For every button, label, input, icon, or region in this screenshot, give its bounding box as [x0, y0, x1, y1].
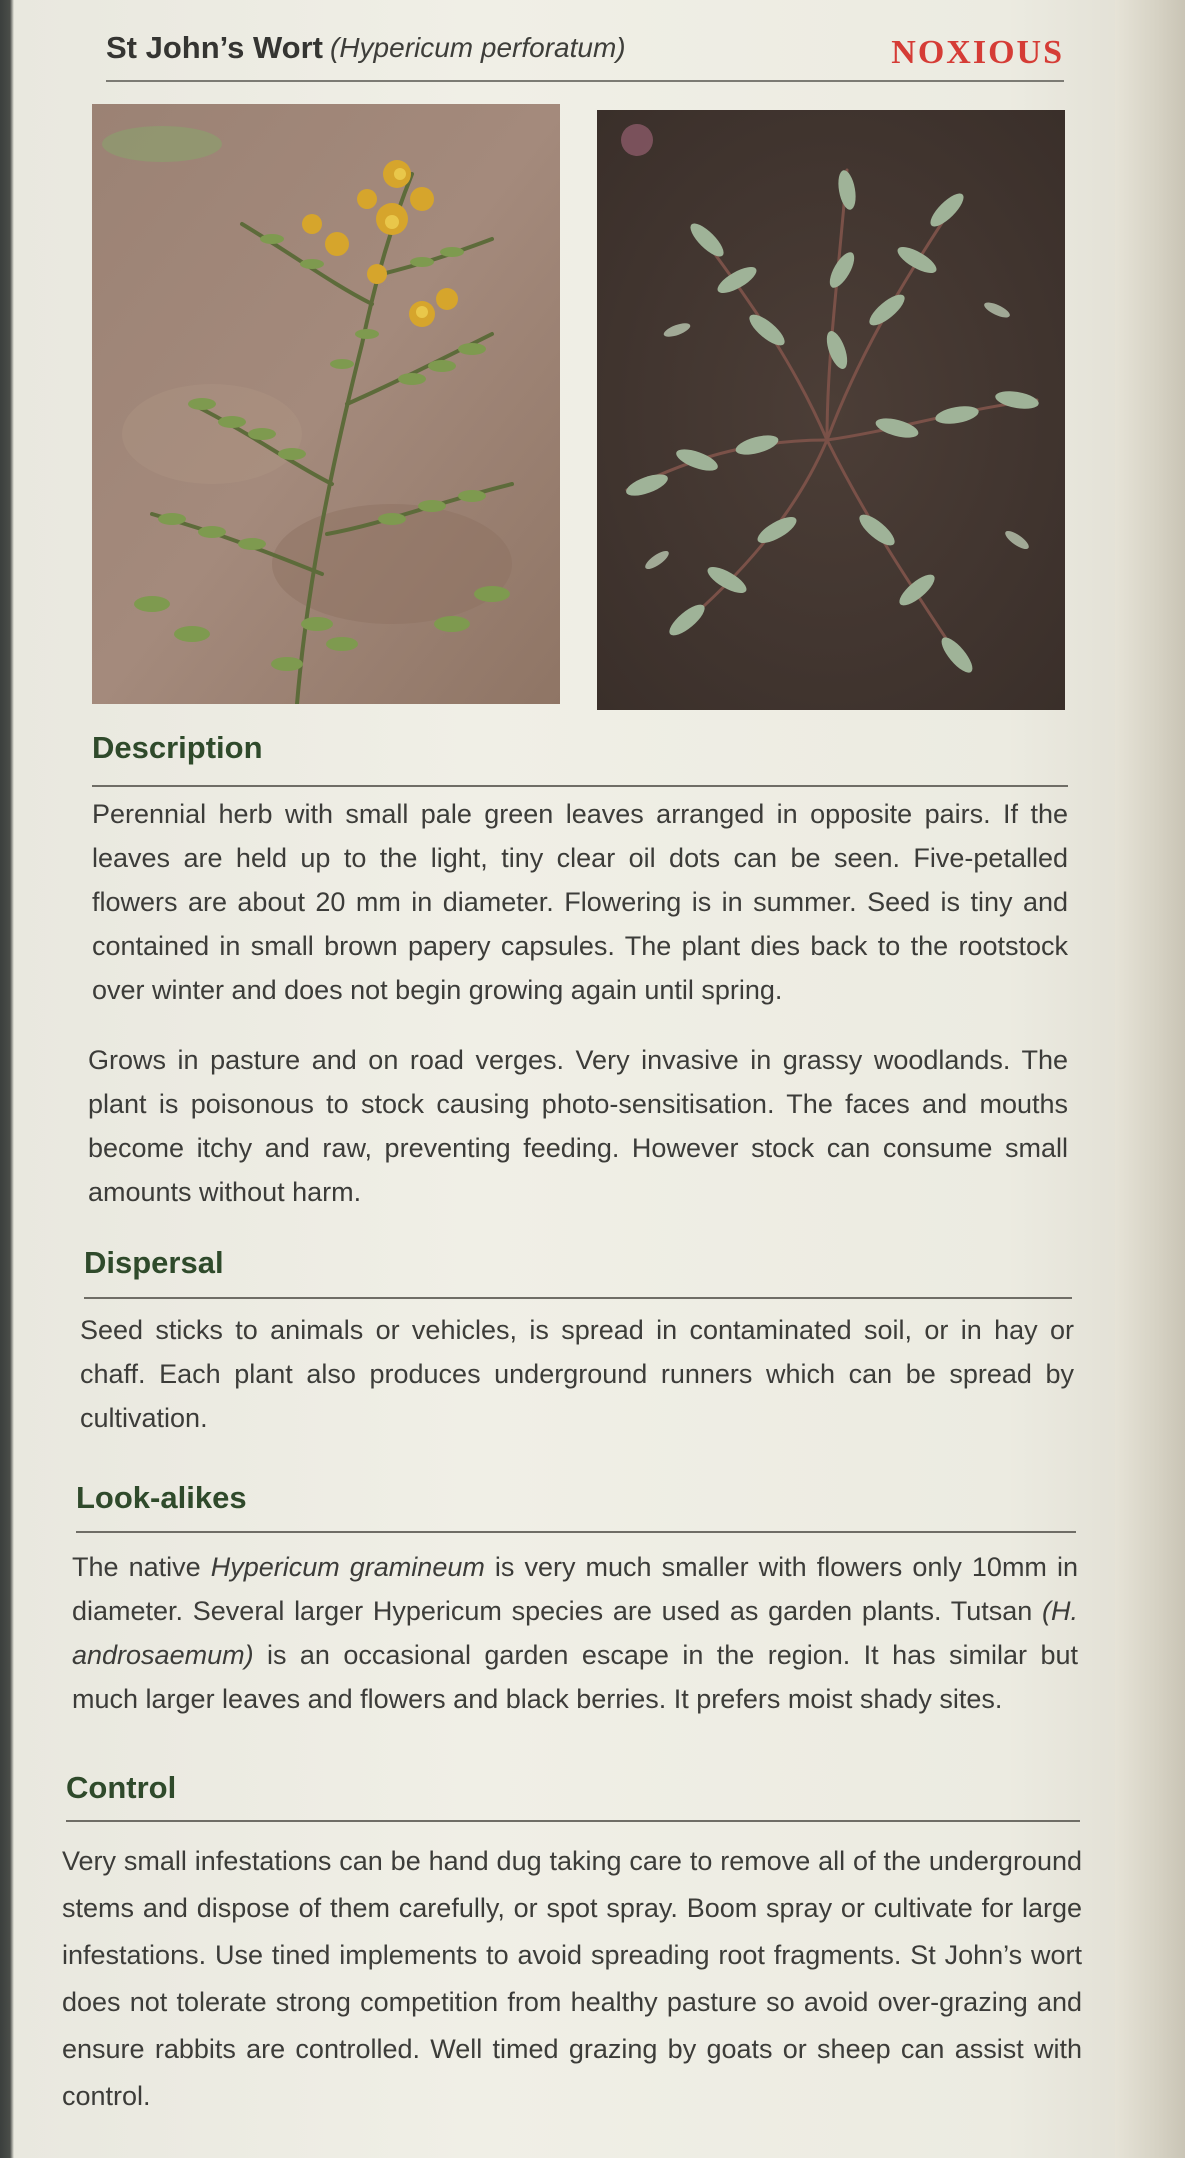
control-rule: [66, 1820, 1080, 1822]
plant-header: [106, 28, 1064, 82]
tutsan-scientific-name: (H. androsaemum): [72, 1596, 1078, 1670]
control-paragraph: Very small infestations can be hand dug taking care to remove all of the underground stems and dispose of them carefully, or spot spray. Boom spray or cultivate for large infestations. Use tined implements to avoid spreading root fragments. St John’s wort does not tolerate strong competition from healthy pasture so avoid over-grazing and ensure rabbits are controlled. Well timed grazing by goats or sheep can assist with control.: [62, 1846, 1082, 2111]
scientific-name: (Hypericum perforatum): [330, 32, 626, 63]
description-paragraph-1: Perennial herb with small pale green leaves arranged in opposite pairs. If the leaves are held up to the light, tiny clear oil dots can be seen. Five-petalled flowers are about 20 mm in diameter. Flowering is in summer. Seed is tiny and contained in small brown papery capsules. The plant dies back to the rootstock over winter and does not begin growing again until spring.: [92, 799, 1068, 1005]
lookalikes-heading: Look-alikes: [76, 1480, 247, 1515]
dispersal-heading: Dispersal: [84, 1245, 224, 1280]
booklet-page: [14, 0, 1149, 2158]
common-name: St John’s Wort: [106, 30, 323, 65]
lookalikes-rule: [76, 1531, 1076, 1533]
dispersal-rule: [84, 1297, 1072, 1299]
description-rule: [92, 785, 1068, 787]
hypericum-gramineum-name: Hypericum gramineum: [210, 1552, 485, 1582]
rosette-plant-photo: [597, 110, 1065, 710]
lookalikes-paragraph: [72, 1545, 1078, 1721]
control-heading: Control: [66, 1770, 177, 1805]
noxious-status-badge: NOXIOUS: [891, 34, 1064, 71]
flowering-plant-photo: [92, 104, 560, 704]
description-paragraph-2: Grows in pasture and on road verges. Very invasive in grassy woodlands. The plant is poisonous to stock causing photo-sensitisation. The faces and mouths become itchy and raw, preventing feeding. However stock can consume small amounts without harm.: [88, 1045, 1068, 1207]
lookalikes-text-e: is an occasional garden escape in the region. It has similar but much larger leaves and flowers and black berries. It prefers moist shady sites.: [72, 1640, 1078, 1714]
lookalikes-text-a: The native: [72, 1552, 211, 1582]
lookalikes-text-c: is very much smaller with flowers only 10mm in diameter. Several larger Hypericum species are used as garden plants. Tutsan: [72, 1552, 1078, 1626]
description-heading: Description: [92, 730, 263, 765]
dispersal-paragraph: Seed sticks to animals or vehicles, is spread in contaminated soil, or in hay or chaff. Each plant also produces underground runners which can be spread by cultivation.: [80, 1315, 1074, 1433]
